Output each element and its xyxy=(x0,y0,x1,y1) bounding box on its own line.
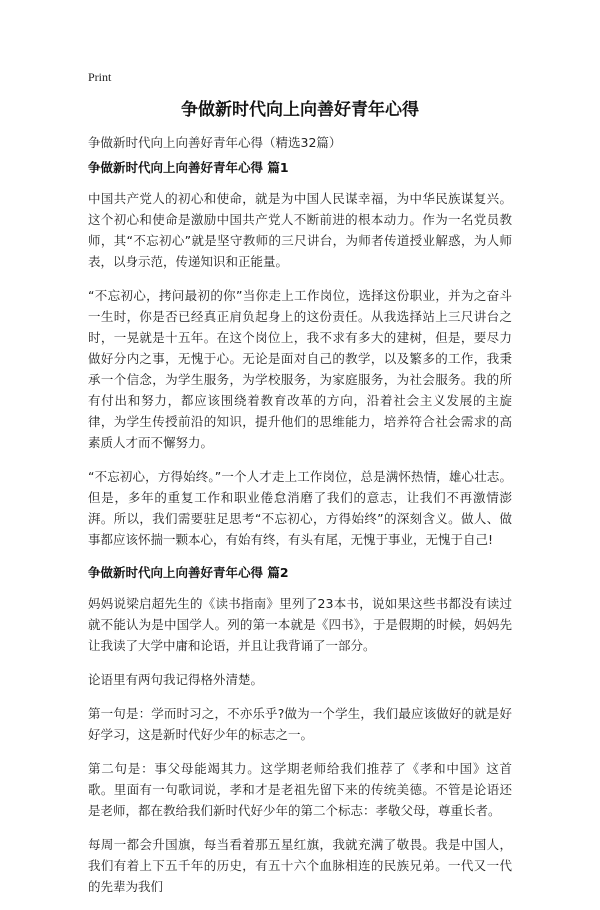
section-heading: 争做新时代向上向善好青年心得 篇1 xyxy=(88,160,289,175)
page-title: 争做新时代向上向善好青年心得 xyxy=(181,100,419,120)
paragraph: 每周一都会升国旗，每当看着那五星红旗，我就充满了敬畏。我是中国人，我们有着上下五千年的历史，有五十六个血脉相连的民族兄弟。一代又一代的先辈为我们 xyxy=(88,837,512,894)
paragraph: 论语里有两句我记得格外清楚。 xyxy=(88,672,264,687)
document-subtitle: 争做新时代向上向善好青年心得（精选32篇） xyxy=(88,135,342,150)
paragraph: 中国共产党人的初心和使命，就是为中国人民谋幸福，为中华民族谋复兴。这个初心和使命是激励中国共产党人不断前进的根本动力。作为一名党员教师，其“不忘初心”就是坚守教师的三尺讲台，为师者传道授业解惑，为人师表，以身示范，传递知识和正能量。 xyxy=(88,191,512,269)
print-link[interactable]: Print xyxy=(88,70,112,84)
document-body xyxy=(88,158,512,910)
paragraph: “不忘初心，方得始终。”一个人才走上工作岗位，总是满怀热情，雄心壮志。但是，多年的重复工作和职业倦怠消磨了我们的意志，让我们不再激情澎湃。所以，我们需要驻足思考“不忘初心，方得始终”的深刻含义。做人、做事都应该怀揣一颗本心，有始有终，有头有尾，无愧于事业，无愧于自己! xyxy=(88,469,512,547)
paragraph: “不忘初心，拷问最初的你”当你走上工作岗位，选择这份职业，并为之奋斗一生时，你是否已经真正肩负起身上的这份责任。从我选择站上三尺讲台之时，一晃就是十五年。在这个岗位上，我不求有多大的建树，但是，要尽力做好分内之事，无愧于心。无论是面对自己的教学，以及繁多的工作，我秉承一个信念，为学生服务，为学校服务，为家庭服务，为社会服务。我的所有付出和努力，都应该围绕着教育改革的方向，沿着社会主义发展的主旋律，为学生传授前沿的知识，提升他们的思维能力，培养符合社会需求的高素质人才而不懈努力。 xyxy=(88,288,512,450)
section-heading: 争做新时代向上向善好青年心得 篇2 xyxy=(88,565,289,580)
paragraph: 第二句是：事父母能竭其力。这学期老师给我们推荐了《孝和中国》这首歌。里面有一句歌词说，孝和才是老祖先留下来的传统美德。不管是论语还是老师，都在教给我们新时代好少年的第二个标志：孝敬父母，尊重长者。 xyxy=(88,761,512,818)
paragraph: 妈妈说梁启超先生的《读书指南》里列了23本书，说如果这些书都没有读过就不能认为是中国学人。列的第一本就是《四书》，于是假期的时候，妈妈先让我读了大学中庸和论语，并且让我背诵了一部分。 xyxy=(88,596,512,653)
paragraph: 第一句是：学而时习之，不亦乐乎?做为一个学生，我们最应该做好的就是好好学习，这是新时代好少年的标志之一。 xyxy=(88,706,512,742)
